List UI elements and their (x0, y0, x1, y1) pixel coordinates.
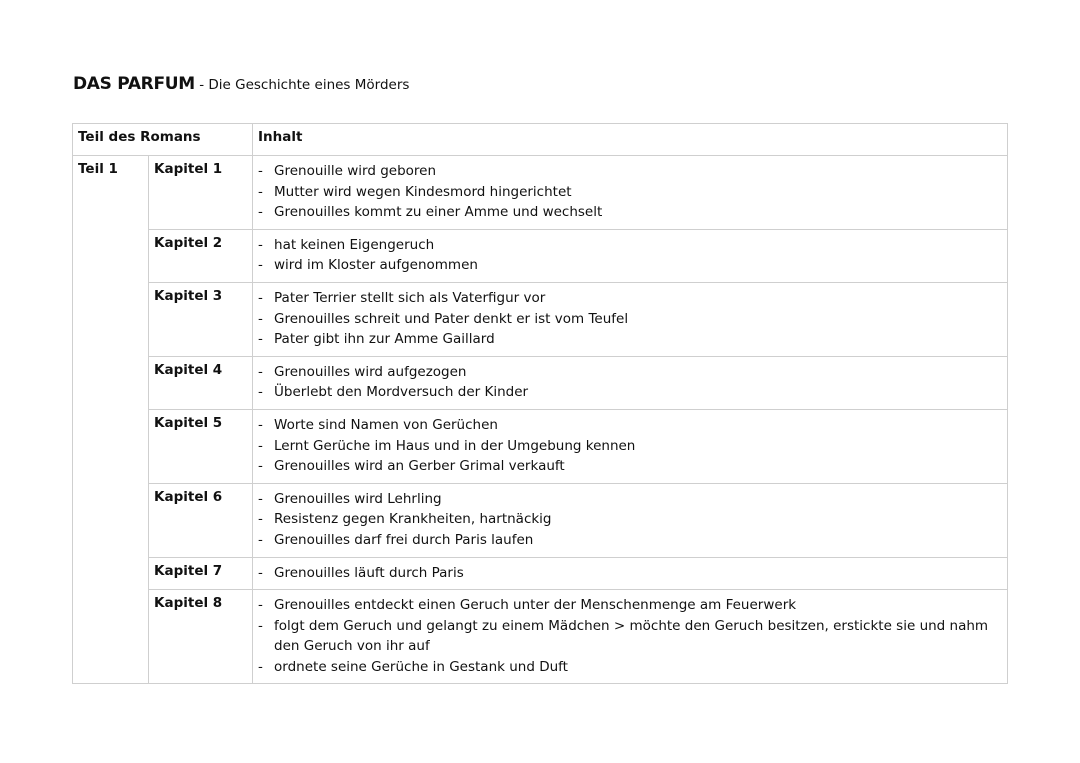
chapter-label: Kapitel 8 (149, 590, 253, 684)
bullet-list (258, 415, 1001, 477)
bullet-list (258, 288, 1001, 350)
bullet-point: - hat keinen Eigengeruch (258, 235, 1001, 256)
bullet-point: - Worte sind Namen von Gerüchen (258, 415, 1001, 436)
bullet-point: - Grenouilles wird aufgezogen (258, 362, 1001, 383)
bullet-point: - Mutter wird wegen Kindesmord hingerichtet (258, 182, 1001, 203)
bullet-point: - folgt dem Geruch und gelangt zu einem Mädchen > möchte den Geruch besitzen, erstickte sie und nahm den Geruch von ihr auf (258, 616, 1001, 657)
bullet-point: - Grenouille wird geboren (258, 161, 1001, 182)
table-row (73, 156, 1008, 230)
table-row (73, 356, 1008, 409)
table-row (73, 483, 1008, 557)
header-part: Teil des Romans (73, 124, 253, 156)
bullet-list (258, 362, 1001, 403)
chapter-content (253, 483, 1008, 557)
bullet-point: - Grenouilles läuft durch Paris (258, 563, 1001, 584)
bullet-list (258, 161, 1001, 223)
chapter-label: Kapitel 6 (149, 483, 253, 557)
chapter-content (253, 557, 1008, 590)
table-header-row (73, 124, 1008, 156)
table-row (73, 590, 1008, 684)
chapter-content (253, 356, 1008, 409)
chapter-content (253, 156, 1008, 230)
bullet-point: - Grenouilles wird Lehrling (258, 489, 1001, 510)
bullet-list (258, 595, 1001, 677)
table-row (73, 409, 1008, 483)
bullet-point: - Grenouilles entdeckt einen Geruch unter der Menschenmenge am Feuerwerk (258, 595, 1001, 616)
chapter-label: Kapitel 7 (149, 557, 253, 590)
chapter-content (253, 229, 1008, 282)
title-subtitle: - Die Geschichte eines Mörders (194, 77, 410, 93)
header-content: Inhalt (253, 124, 1008, 156)
bullet-point: - ordnete seine Gerüche in Gestank und Duft (258, 657, 1001, 678)
table-row (73, 557, 1008, 590)
chapter-label: Kapitel 2 (149, 229, 253, 282)
table-body (73, 156, 1008, 684)
bullet-point: - Grenouilles schreit und Pater denkt er ist vom Teufel (258, 309, 1001, 330)
page-title (73, 74, 409, 94)
bullet-point: - Resistenz gegen Krankheiten, hartnäckig (258, 509, 1001, 530)
chapter-content (253, 282, 1008, 356)
chapter-label: Kapitel 4 (149, 356, 253, 409)
bullet-list (258, 563, 1001, 584)
bullet-point: - Grenouilles darf frei durch Paris laufen (258, 530, 1001, 551)
chapter-content (253, 590, 1008, 684)
chapter-summary-table (72, 123, 1008, 684)
bullet-point: - Pater Terrier stellt sich als Vaterfigur vor (258, 288, 1001, 309)
chapter-label: Kapitel 1 (149, 156, 253, 230)
bullet-point: - Pater gibt ihn zur Amme Gaillard (258, 329, 1001, 350)
bullet-list (258, 489, 1001, 551)
bullet-point: - Überlebt den Mordversuch der Kinder (258, 382, 1001, 403)
chapter-label: Kapitel 5 (149, 409, 253, 483)
table-row (73, 229, 1008, 282)
title-main: DAS PARFUM (73, 74, 195, 94)
part-label: Teil 1 (73, 156, 149, 684)
bullet-point: - Lernt Gerüche im Haus und in der Umgebung kennen (258, 436, 1001, 457)
chapter-label: Kapitel 3 (149, 282, 253, 356)
bullet-point: - Grenouilles kommt zu einer Amme und wechselt (258, 202, 1001, 223)
chapter-content (253, 409, 1008, 483)
bullet-list (258, 235, 1001, 276)
bullet-point: - Grenouilles wird an Gerber Grimal verkauft (258, 456, 1001, 477)
table-row (73, 282, 1008, 356)
bullet-point: - wird im Kloster aufgenommen (258, 255, 1001, 276)
